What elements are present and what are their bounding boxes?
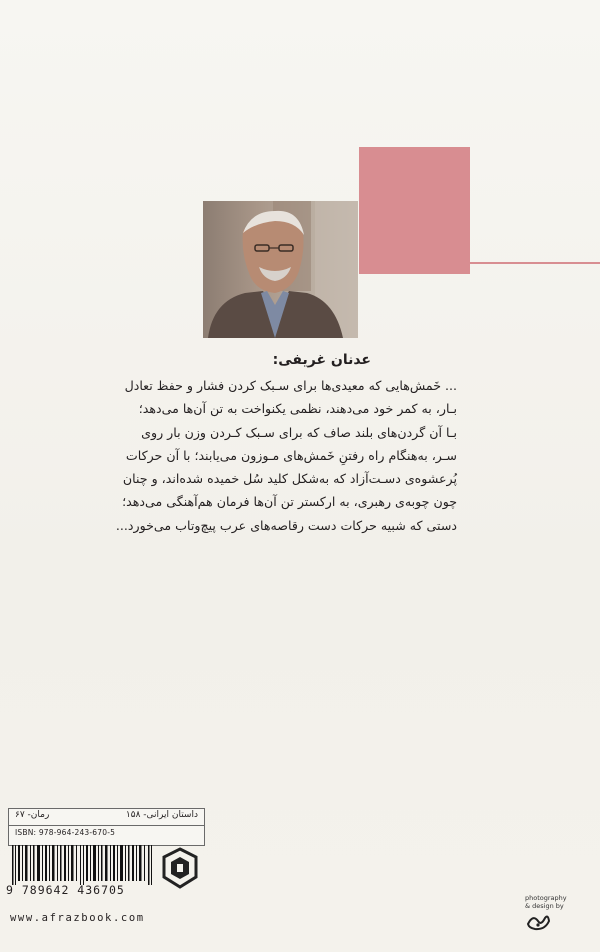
excerpt-text — [62, 374, 457, 537]
novel-number: رمان- ۶۷ — [15, 810, 50, 820]
designer-signature-icon — [525, 912, 551, 932]
author-photo — [203, 201, 358, 338]
excerpt-line: پُرعشوه‌ی دسـت‌آزاد که به‌شکل کلید سُل خمیده شده‌اند، و چنان — [122, 471, 457, 487]
publisher-logo-icon — [160, 847, 200, 889]
isbn-text: ISBN: 978-964-243-670-5 — [15, 828, 116, 837]
excerpt-line: بـا آن گردن‌های بلند صاف که برای سـبک کـردن وزن بار روی — [141, 424, 457, 440]
excerpt-line: چون چوبه‌ی رهبری، به ارکستر تن آن‌ها فرمان هم‌آهنگی می‌دهد؛ — [122, 494, 457, 510]
barcode — [12, 845, 154, 885]
excerpt-line: ... خَمش‌هایی که معیدی‌ها برای سـبک کردن فشار و حفظ تعادل — [124, 378, 457, 393]
publisher-website: www.afrazbook.com — [10, 912, 145, 924]
credit-line: photography — [525, 894, 567, 902]
author-name: عدنان غریفی: — [272, 352, 371, 368]
design-credit — [525, 895, 595, 935]
accent-block — [359, 147, 470, 274]
series-label: داستان ایرانی- ۱۵۸ — [125, 810, 198, 820]
credit-line: & design by — [525, 901, 564, 910]
series-row — [9, 809, 204, 826]
book-info-box — [8, 808, 205, 846]
excerpt-line: دستی که شبیه حرکات دست رقاصه‌های عرب پیچ‌وتاب می‌خورد... — [115, 517, 457, 533]
accent-rule — [470, 262, 600, 264]
barcode-digits: 9 789642 436705 — [6, 883, 125, 897]
excerpt-line: سـر، به‌هنگام راه رفتنِ خَمش‌های مـوزون می‌یابند؛ با آن حرکات — [125, 447, 457, 463]
excerpt-line: بـار، به کمر خود می‌دهند، نظمی یکنواخت به تن آن‌ها می‌دهد؛ — [138, 401, 457, 417]
